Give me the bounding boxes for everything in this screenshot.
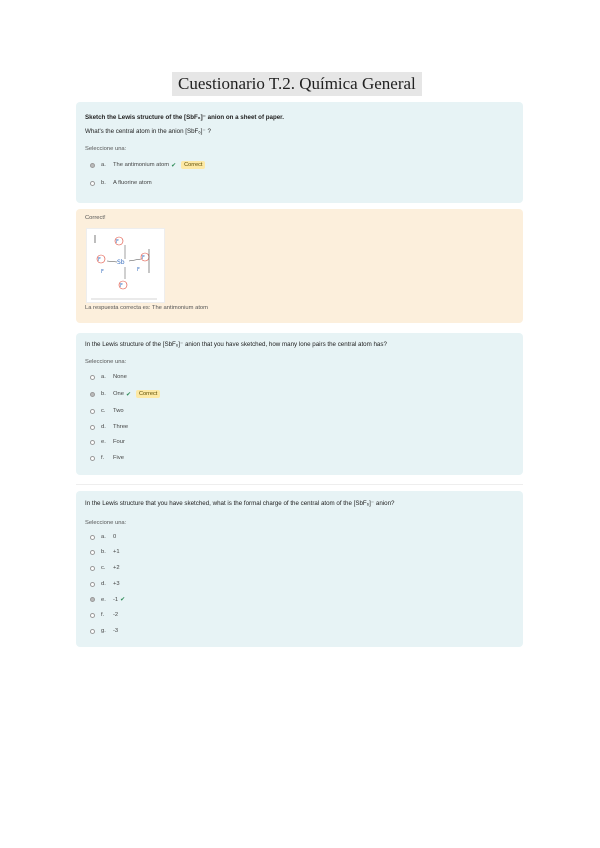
option-letter: f. [101, 455, 105, 461]
select-label: Seleccione una: [85, 520, 127, 526]
svg-text:Sb: Sb [117, 259, 125, 266]
option-text: One [113, 391, 124, 397]
question-text: In the Lewis structure that you have sketched, what is the formal charge of the central atom of the [SbF₆]⁻ anion? [85, 500, 395, 507]
radio-button[interactable] [90, 392, 95, 397]
option-e[interactable] [90, 439, 125, 445]
option-text: A fluorine atom [113, 180, 152, 186]
divider [76, 484, 523, 485]
radio-button[interactable] [90, 597, 95, 602]
option-b[interactable] [90, 549, 120, 555]
svg-text:F: F [101, 269, 104, 275]
question-card-2 [76, 333, 523, 475]
question-card-1 [76, 102, 523, 203]
correct-badge: Correct [136, 390, 160, 398]
option-c[interactable] [90, 565, 120, 571]
radio-button[interactable] [90, 566, 95, 571]
lewis-structure-image [86, 228, 165, 303]
svg-text:F: F [137, 267, 140, 273]
option-c[interactable] [90, 408, 124, 414]
option-text: The antimonium atom [113, 162, 170, 168]
option-letter: a. [101, 534, 106, 540]
option-letter: f. [101, 612, 105, 618]
option-d[interactable] [90, 424, 128, 430]
svg-text:F: F [98, 257, 101, 263]
radio-button[interactable] [90, 163, 95, 168]
feedback-label: Correct! [85, 215, 106, 221]
option-text: +3 [113, 581, 120, 587]
option-text: 0 [113, 534, 117, 540]
option-text: Two [113, 408, 124, 414]
radio-button[interactable] [90, 375, 95, 380]
option-f[interactable] [90, 612, 118, 618]
check-icon: ✔ [171, 162, 177, 169]
option-a[interactable] [90, 534, 116, 540]
option-letter: g. [101, 628, 106, 634]
option-text: None [113, 374, 127, 380]
radio-button[interactable] [90, 425, 95, 430]
check-icon: ✔ [125, 391, 131, 398]
option-letter: a. [101, 374, 106, 380]
option-letter: a. [101, 162, 106, 168]
option-letter: b. [101, 391, 106, 397]
radio-button[interactable] [90, 613, 95, 618]
option-b[interactable] [90, 390, 160, 398]
option-text: Three [113, 424, 129, 430]
svg-text:F: F [116, 239, 119, 245]
svg-text:F: F [120, 283, 123, 289]
select-label: Seleccione una: [85, 146, 127, 152]
radio-button[interactable] [90, 440, 95, 445]
option-text: +1 [113, 549, 120, 555]
option-letter: b. [101, 180, 106, 186]
radio-button[interactable] [90, 582, 95, 587]
option-text: -2 [113, 612, 119, 618]
question-text: What's the central atom in the anion [SbF₆]⁻ ? [85, 128, 211, 135]
check-icon: ✔ [120, 597, 126, 603]
option-letter: c. [101, 408, 106, 414]
option-letter: d. [101, 424, 106, 430]
radio-button[interactable] [90, 456, 95, 461]
option-e[interactable] [90, 596, 125, 603]
select-label: Seleccione una: [85, 359, 127, 365]
radio-button[interactable] [90, 550, 95, 555]
option-letter: b. [101, 549, 106, 555]
svg-text:F: F [142, 255, 145, 261]
question-card-3 [76, 491, 523, 647]
radio-button[interactable] [90, 181, 95, 186]
option-text: -3 [113, 628, 119, 634]
correct-answer-text: La respuesta correcta es: The antimonium atom [85, 305, 208, 311]
option-letter: d. [101, 581, 106, 587]
radio-button[interactable] [90, 535, 95, 540]
option-letter: e. [101, 596, 106, 603]
question-text: In the Lewis structure of the [SbF₆]⁻ anion that you have sketched, how many lone pairs the central atom has? [85, 341, 387, 348]
feedback-card [76, 209, 523, 323]
radio-button[interactable] [90, 409, 95, 414]
option-f[interactable] [90, 455, 124, 461]
option-letter: c. [101, 565, 106, 571]
question-heading: Sketch the Lewis structure of the [SbF₆]⁻ anion on a sheet of paper. [85, 114, 284, 121]
option-g[interactable] [90, 628, 118, 634]
option-text: Four [113, 439, 125, 445]
option-text: Five [113, 455, 124, 461]
correct-badge: Correct [181, 161, 205, 169]
page-title: Cuestionario T.2. Química General [172, 72, 422, 96]
option-a[interactable] [90, 161, 205, 169]
radio-button[interactable] [90, 629, 95, 634]
option-letter: e. [101, 439, 106, 445]
option-text: -1 [113, 596, 119, 603]
option-a[interactable] [90, 374, 127, 380]
option-text: +2 [113, 565, 120, 571]
option-d[interactable] [90, 581, 120, 587]
option-b[interactable] [90, 180, 152, 186]
